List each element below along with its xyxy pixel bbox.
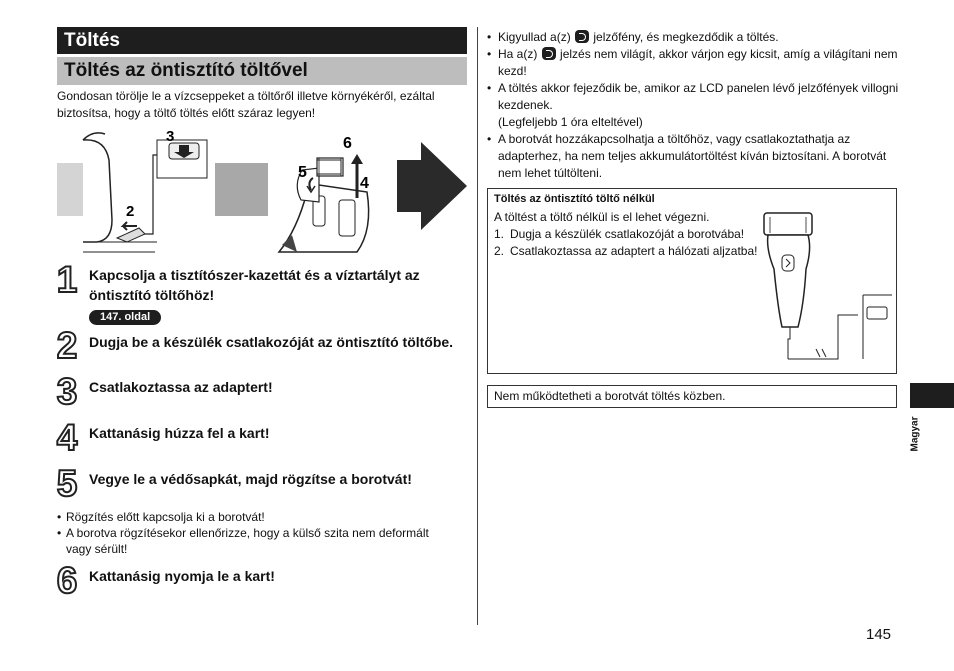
- note-item: • A borotva rögzítésekor ellenőrizze, hogy a külső szita nem deformált vagy sérült!: [57, 526, 429, 556]
- box-title: Töltés az öntisztító töltő nélkül: [494, 193, 655, 205]
- figure-label-3: 3: [166, 130, 175, 145]
- charging-illustration: [57, 130, 469, 255]
- language-label: Magyar: [909, 416, 921, 452]
- column-divider: [477, 27, 478, 625]
- note-text: Rögzítés előtt kapcsolja ki a borotvát!: [66, 510, 265, 524]
- intro-text: Gondosan törölje le a vízcseppeket a töltőről illetve környékéről, ezáltal biztosítsa, hogy a töltő töltés előtt száraz legyen!: [57, 89, 435, 120]
- step-number-5: 5: [56, 463, 78, 504]
- box-list-item: 1. Dugja a készülék csatlakozóját a borotvába!: [494, 227, 745, 241]
- figure-label-4: 4: [360, 175, 369, 192]
- language-tab: [910, 383, 954, 408]
- subsection-heading: Töltés az öntisztító töltővel: [57, 57, 467, 85]
- charging-indicator-icon: [542, 47, 556, 60]
- figure-label-6: 6: [343, 135, 352, 152]
- note-item: • Kigyullad a(z) jelzőfény, és megkezdődik a töltés.: [487, 30, 779, 44]
- shaver-adapter-illustration: [760, 209, 895, 371]
- step-text-3: Csatlakoztassa az adaptert!: [89, 379, 273, 395]
- step-number-6: 6: [56, 560, 78, 601]
- step-text-1: [89, 265, 459, 325]
- box-list-item: 2. Csatlakoztassa az adaptert a hálózati aljzatba!: [494, 244, 758, 258]
- figure-label-5: 5: [298, 164, 307, 181]
- step-number-3: 3: [56, 371, 78, 412]
- step-number-4: 4: [56, 417, 78, 458]
- box-line: A töltést a töltő nélkül is el lehet végezni.: [494, 210, 710, 224]
- step-text-2: Dugja be a készülék csatlakozóját az öntisztító töltőbe.: [89, 334, 454, 350]
- step-number-1: 1: [56, 259, 78, 300]
- page-reference-badge: 147. oldal: [89, 310, 161, 325]
- note-item: • Ha a(z) jelzés nem világít, akkor várjon egy kicsit, amíg a világítani nem kezd!: [487, 47, 898, 78]
- notice-box: Nem működtetheti a borotvát töltés közben.: [487, 385, 897, 408]
- note-item: • A töltés akkor fejeződik be, amikor az LCD panelen lévő jelzőfények villogni kezdenek. (Legfeljebb 1 óra elteltével): [487, 81, 899, 129]
- page-number: 145: [866, 626, 892, 643]
- step-1-instruction: Kapcsolja a tisztítószer-kazettát és a víztartályt az öntisztító töltőhöz!: [89, 267, 420, 303]
- step-5-notes: [57, 509, 457, 557]
- note-item: • A borotvát hozzákapcsolhatja a töltőhöz, vagy csatlakoztathatja az adapterhez, ha nem teljes akkumulátortöltést kíván biztosítani. A borotvát nem lehet túltölteni.: [487, 132, 887, 180]
- note-text: A borotva rögzítésekor ellenőrizze, hogy a külső szita nem deformált vagy sérült!: [66, 526, 429, 556]
- step-text-5: Vegye le a védősapkát, majd rögzítse a borotvát!: [89, 471, 412, 487]
- charging-notes: [487, 29, 907, 182]
- charging-indicator-icon: [575, 30, 589, 43]
- section-heading: Töltés: [57, 27, 467, 54]
- note-item: • Rögzítés előtt kapcsolja ki a borotvát!: [57, 510, 265, 524]
- step-text-4: Kattanásig húzza fel a kart!: [89, 425, 270, 441]
- step-number-2: 2: [56, 325, 78, 366]
- step-text-6: Kattanásig nyomja le a kart!: [89, 568, 275, 584]
- box-body: [494, 209, 764, 260]
- figure-label-2: 2: [126, 203, 135, 220]
- no-charger-box: [487, 188, 897, 374]
